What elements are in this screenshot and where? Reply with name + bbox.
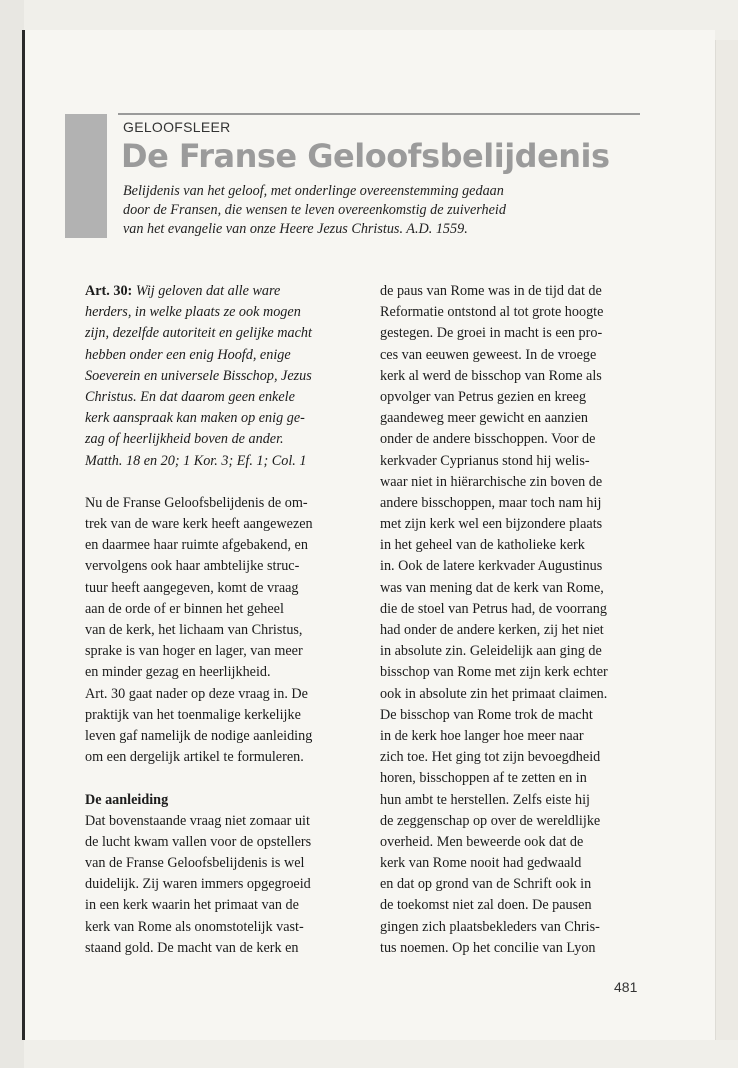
text-line: die de stoel van Petrus had, de voorrang: [380, 600, 607, 617]
text-line: en minder gezag en heerlijkheid.: [85, 664, 271, 681]
text-line: zag of heerlijkheid boven de ander.: [85, 431, 284, 448]
text-line: zich toe. Het ging tot zijn bevoegdheid: [380, 749, 601, 766]
text-line: en dat op grond van de Schrift ook in: [380, 876, 592, 893]
header-accent-bar: [65, 114, 107, 238]
book-gutter: [0, 0, 24, 1068]
text-line: in het geheel van de katholieke kerk: [380, 537, 585, 554]
text-line: kerkvader Cyprianus stond hij welis-: [380, 452, 590, 469]
text-line: had onder de andere kerken, zij het niet: [380, 622, 604, 638]
text-line: in de kerk hoe langer hoe meer naar: [380, 727, 584, 744]
paragraph-aanleiding: [85, 811, 355, 959]
text-line: Matth. 18 en 20; 1 Kor. 3; Ef. 1; Col. 1: [85, 452, 307, 469]
text-line: opvolger van Petrus gezien en kreeg: [380, 388, 587, 405]
subtitle-line: door de Fransen, die wensen te leven overeenkomstig de zuiverheid: [123, 202, 506, 218]
text-line: ces van eeuwen geweest. In de vroege: [380, 346, 597, 363]
text-line: vervolgens ook haar ambtelijke struc-: [85, 558, 300, 575]
text-line: tuur heeft aangegeven, komt de vraag: [85, 579, 299, 596]
text-line: de paus van Rome was in de tijd dat de: [380, 283, 602, 299]
text-line: zijn, dezelfde autoriteit en gelijke macht: [85, 325, 312, 342]
text-line: kerk van Rome als onomstotelijk vast-: [85, 918, 304, 935]
text-line: was van mening dat de kerk van Rome,: [380, 579, 604, 596]
text-line: Reformatie ontstond al tot grote hoogte: [380, 304, 604, 321]
text-line: trek van de ware kerk heeft aangewezen: [85, 516, 313, 533]
article-text: Wij geloven dat alle ware: [135, 283, 281, 299]
text-line: kerk van Rome nooit had gedwaald: [380, 855, 582, 872]
text-line: de zeggenschap op over de wereldlijke: [380, 812, 601, 829]
text-line: gestegen. De groei in macht is een pro-: [380, 325, 603, 342]
right-column-text: [380, 281, 650, 959]
text-line: en daarmee haar ruimte afgebakend, en: [85, 537, 308, 554]
text-line: gingen zich plaatsbekleders van Chris-: [380, 918, 600, 935]
text-line: Art. 30 gaat nader op deze vraag in. De: [85, 685, 308, 702]
text-line: de lucht kwam vallen voor de opstellers: [85, 833, 312, 850]
text-line: Soeverein en universele Bisschop, Jezus: [85, 367, 312, 384]
text-line: ook in absolute zin het primaat claimen.: [380, 685, 608, 702]
text-line: van de Franse Geloofsbelijdenis is wel: [85, 855, 305, 872]
text-line: onder de andere bisschoppen. Voor de: [380, 431, 596, 448]
text-line: tus noemen. Op het concilie van Lyon: [380, 939, 596, 956]
article-first-line: [85, 281, 355, 302]
text-line: in. Ook de latere kerkvader Augustinus: [380, 558, 603, 575]
text-line: gaandeweg meer gewicht en aanzien: [380, 410, 588, 427]
text-line: leven gaf namelijk de nodige aanleiding: [85, 727, 313, 744]
text-line: praktijk van het toenmalige kerkelijke: [85, 706, 301, 723]
text-line: kerk aanspraak kan maken op enig ge-: [85, 410, 305, 427]
text-line: van de kerk, het lichaam van Christus,: [85, 622, 303, 638]
right-column: [380, 281, 650, 959]
text-line: bisschop van Rome met zijn kerk echter: [380, 664, 608, 681]
text-line: in een kerk waarin het primaat van de: [85, 897, 299, 914]
text-line: andere bisschoppen, maar toch nam hij: [380, 494, 602, 511]
text-line: hebben onder een enig Hoofd, enige: [85, 346, 291, 363]
text-line: herders, in welke plaats ze ook mogen: [85, 304, 301, 321]
left-column: [85, 281, 355, 959]
page-edge: [715, 40, 738, 1040]
subtitle-line: van het evangelie van onze Heere Jezus Christus. A.D. 1559.: [123, 221, 468, 237]
text-line: De bisschop van Rome trok de macht: [380, 706, 593, 723]
text-line: in absolute zin. Geleidelijk aan ging de: [380, 643, 602, 660]
subtitle-line: Belijdenis van het geloof, met onderlinge overeenstemming gedaan: [123, 183, 504, 199]
text-line: sprake is van hoger en lager, van meer: [85, 643, 303, 660]
paragraph-intro: [85, 493, 355, 768]
article-body: [85, 302, 355, 472]
text-line: staand gold. De macht van de kerk en: [85, 939, 299, 956]
text-line: duidelijk. Zij waren immers opgegroeid: [85, 876, 311, 893]
text-line: aan de orde of er binnen het geheel: [85, 600, 284, 617]
text-line: de toekomst niet zal doen. De pausen: [380, 897, 592, 914]
text-line: met zijn kerk wel een bijzondere plaats: [380, 516, 603, 533]
text-line: overheid. Men beweerde ook dat de: [380, 833, 584, 850]
page-number: 481: [614, 979, 638, 995]
text-line: waar niet in hiërarchische zin boven de: [380, 473, 603, 490]
text-line: kerk al werd de bisschop van Rome als: [380, 367, 602, 384]
text-line: Dat bovenstaande vraag niet zomaar uit: [85, 812, 310, 829]
text-line: horen, bisschoppen af te zetten en in: [380, 770, 587, 787]
text-line: Christus. En dat daarom geen enkele: [85, 388, 295, 405]
text-line: Nu de Franse Geloofsbelijdenis de om-: [85, 494, 308, 511]
text-line: om een dergelijk artikel te formuleren.: [85, 749, 304, 766]
header-rule: [118, 113, 640, 115]
section-kicker: GELOOFSLEER: [123, 119, 231, 135]
subtitle: [123, 182, 643, 239]
page-title: De Franse Geloofsbelijdenis: [121, 137, 610, 175]
article-label: Art. 30:: [85, 283, 133, 299]
section-heading: De aanleiding: [85, 791, 169, 808]
text-line: hun ambt te herstellen. Zelfs eiste hij: [380, 791, 590, 808]
